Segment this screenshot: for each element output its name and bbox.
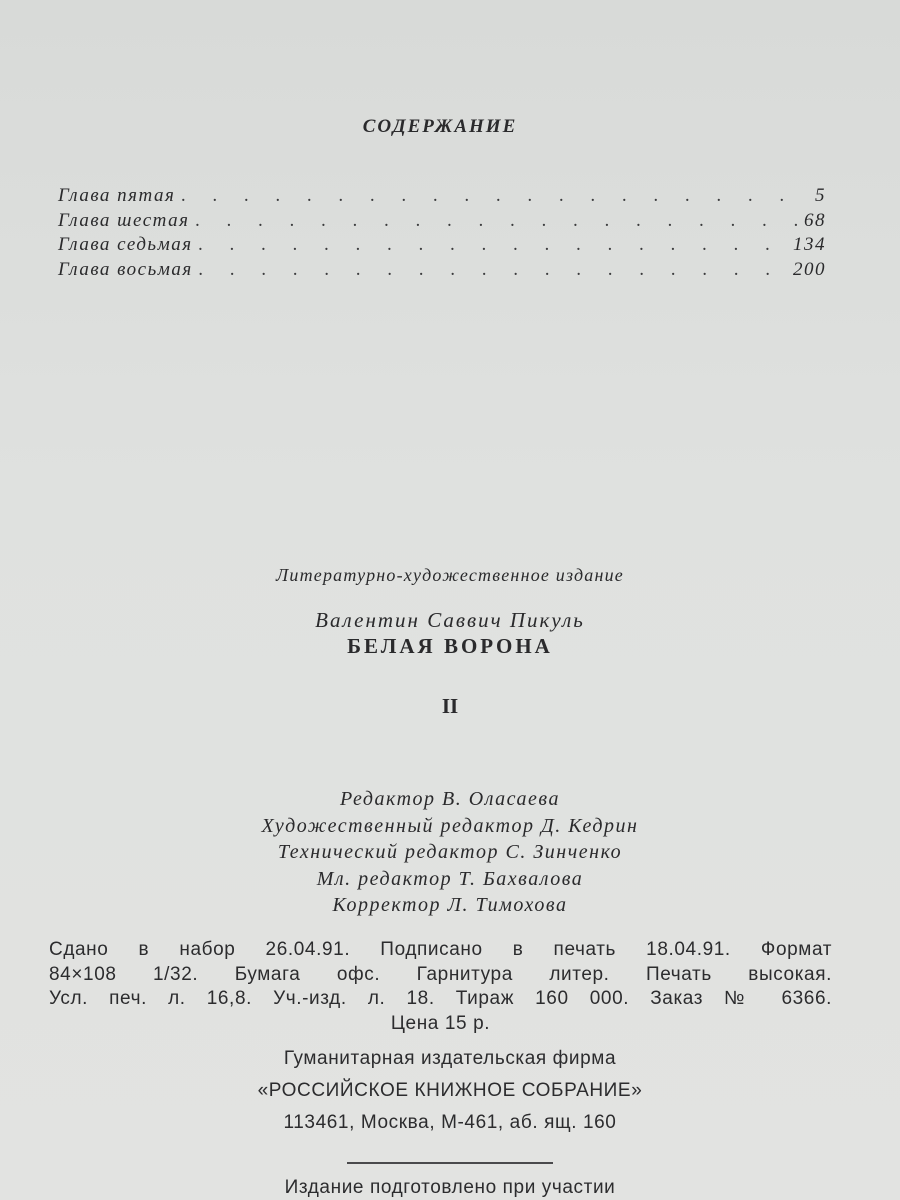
price: Цена 15 р. bbox=[390, 1012, 491, 1034]
table-of-contents bbox=[58, 185, 826, 283]
toc-leader-dots bbox=[181, 185, 809, 207]
toc-leader-dots bbox=[199, 234, 787, 256]
imprint-details bbox=[49, 938, 832, 1036]
credit-line: Редактор В. Оласаева bbox=[340, 788, 560, 810]
imprint-line: Сдано в набор 26.04.91. Подписано в печать 18.04.91. Формат bbox=[49, 939, 832, 960]
toc-entry-label: Глава седьмая bbox=[58, 234, 193, 255]
author-name: Валентин Саввич Пикуль bbox=[315, 608, 585, 632]
book-title: БЕЛАЯ ВОРОНА bbox=[347, 634, 553, 658]
credit-line: Мл. редактор Т. Бахвалова bbox=[316, 867, 584, 890]
publisher-description: Гуманитарная издательская фирма bbox=[283, 1048, 617, 1069]
toc-entry bbox=[58, 234, 826, 259]
publisher-address: 113461, Москва, М-461, аб. ящ. 160 bbox=[283, 1112, 617, 1133]
toc-title: СОДЕРЖАНИЕ bbox=[362, 116, 518, 137]
toc-leader-dots bbox=[199, 259, 787, 281]
imprint-line: 84×108 1/32. Бумага офс. Гарнитура литер. Печать высокая. bbox=[49, 963, 832, 985]
toc-entry-page: 134 bbox=[793, 234, 826, 255]
credit-line: Технический редактор С. Зинченко bbox=[277, 841, 623, 863]
toc-entry bbox=[58, 210, 826, 235]
editorial-credits bbox=[0, 786, 900, 919]
divider-rule bbox=[347, 1162, 553, 1164]
toc-entry bbox=[58, 185, 826, 210]
toc-entry-page: 5 bbox=[815, 185, 826, 206]
toc-leader-dots bbox=[195, 210, 798, 232]
volume-number: II bbox=[441, 694, 459, 718]
toc-entry-page: 200 bbox=[793, 258, 826, 280]
toc-entry-label: Глава восьмая bbox=[58, 258, 193, 280]
toc-entry-label: Глава шестая bbox=[58, 209, 190, 231]
imprint-line: Усл. печ. л. 16,8. Уч.-изд. л. 18. Тираж 160 000. Заказ № 6366. bbox=[49, 988, 832, 1009]
publisher-name: «РОССИЙСКОЕ КНИЖНОЕ СОБРАНИЕ» bbox=[257, 1080, 643, 1101]
credit-line: Художественный редактор Д. Кедрин bbox=[261, 814, 639, 837]
toc-entry-label: Глава пятая bbox=[58, 185, 176, 206]
toc-entry-page: 68 bbox=[804, 209, 826, 231]
credit-line: Корректор Л. Тимохова bbox=[332, 894, 568, 916]
participation-note: Издание подготовлено при участии bbox=[284, 1177, 616, 1198]
edition-genre: Литературно-художественное издание bbox=[276, 565, 624, 585]
toc-entry bbox=[58, 259, 826, 284]
